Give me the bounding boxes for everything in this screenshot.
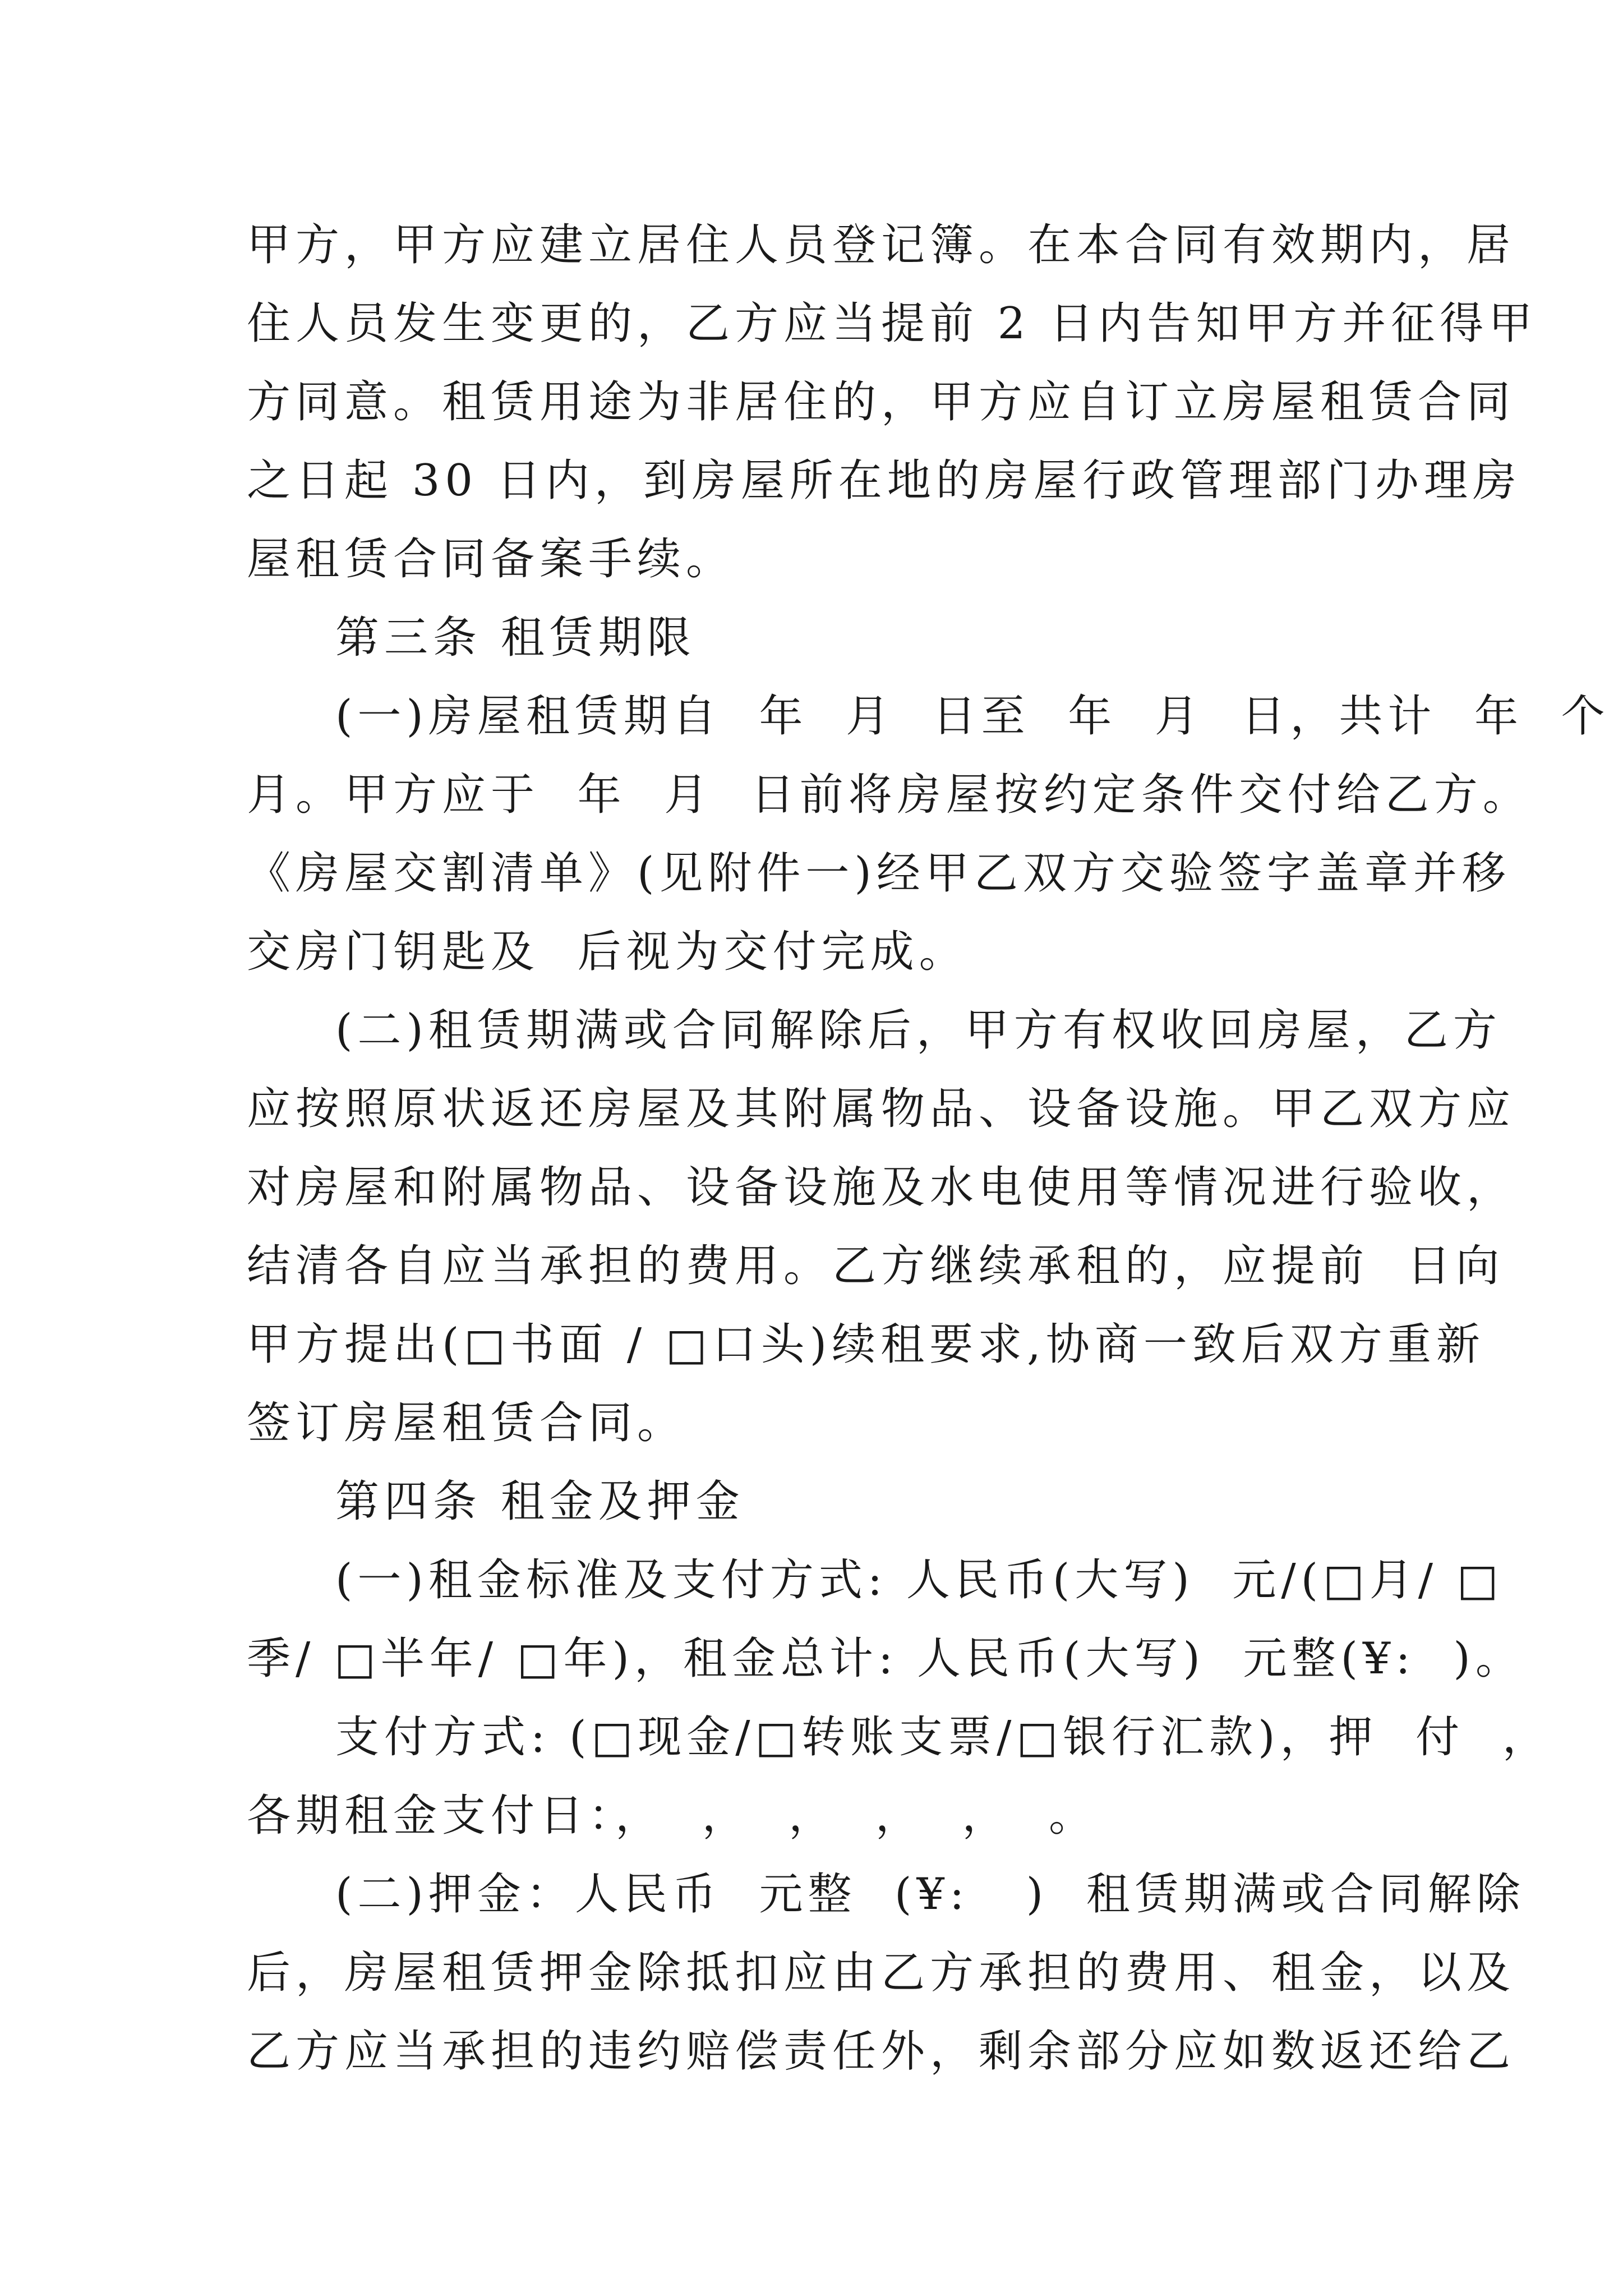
body-text-line: 季/ □半年/ □年)，租金总计: 人民币(大写) 元整(¥: )。 [247, 1634, 1524, 1684]
body-text-line: 甲方，甲方应建立居住人员登记簿。在本合同有效期内，居 [247, 220, 1516, 270]
body-text-line: 各期租金支付日：， ， ， ， ， 。 [247, 1791, 1098, 1841]
body-text-line: 之日起 30 日内，到房屋所在地的房屋行政管理部门办理房 [247, 455, 1521, 506]
body-text-line: 后，房屋租赁押金除抵扣应由乙方承担的费用、租金，以及 [247, 1948, 1516, 1998]
body-text-line: 应按照原状返还房屋及其附属物品、设备设施。甲乙双方应 [247, 1084, 1516, 1134]
body-text-line: (二)押金：人民币 元整 (¥: ) 租赁期满或合同解除 [335, 1869, 1525, 1920]
body-text-line: 屋租赁合同备案手续。 [247, 534, 735, 585]
body-text-line: 月。甲方应于 年 月 日前将房屋按约定条件交付给乙方。 [247, 770, 1532, 820]
body-text-line: 支付方式: (□现金/□转账支票/□银行汇款)，押 付 ， [335, 1712, 1551, 1763]
section-heading-article-3: 第三条 租赁期限 [335, 613, 696, 663]
body-text-line: (一)租金标准及支付方式: 人民币(大写) 元/(□月/ □ [335, 1555, 1504, 1605]
body-text-line: 乙方应当承担的违约赔偿责任外，剩余部分应如数返还给乙 [247, 2026, 1516, 2077]
body-text-line: 交房门钥匙及 后视为交付完成。 [247, 927, 968, 977]
body-text-line: 签订房屋租赁合同。 [247, 1398, 686, 1448]
body-text-line: 《房屋交割清单》(见附件一)经甲乙双方交验签字盖章并移 [247, 848, 1511, 899]
body-text-line: 住人员发生变更的，乙方应当提前 2 日内告知甲方并征得甲 [247, 298, 1538, 349]
body-text-line: (一)房屋租赁期自 年 月 日至 年 月 日，共计 年 个 [335, 691, 1610, 742]
body-text-line: 结清各自应当承担的费用。乙方继续承租的，应提前 日向 [247, 1241, 1505, 1291]
body-text-line: (二)租赁期满或合同解除后，甲方有权收回房屋，乙方 [335, 1005, 1502, 1056]
body-text-line: 对房屋和附属物品、设备设施及水电使用等情况进行验收， [247, 1162, 1516, 1213]
body-text-line: 甲方提出(□书面 / □口头)续租要求,协商一致后双方重新 [247, 1319, 1485, 1370]
body-text-line: 方同意。租赁用途为非居住的，甲方应自订立房屋租赁合同 [247, 377, 1516, 427]
section-heading-article-4: 第四条 租金及押金 [335, 1476, 745, 1527]
